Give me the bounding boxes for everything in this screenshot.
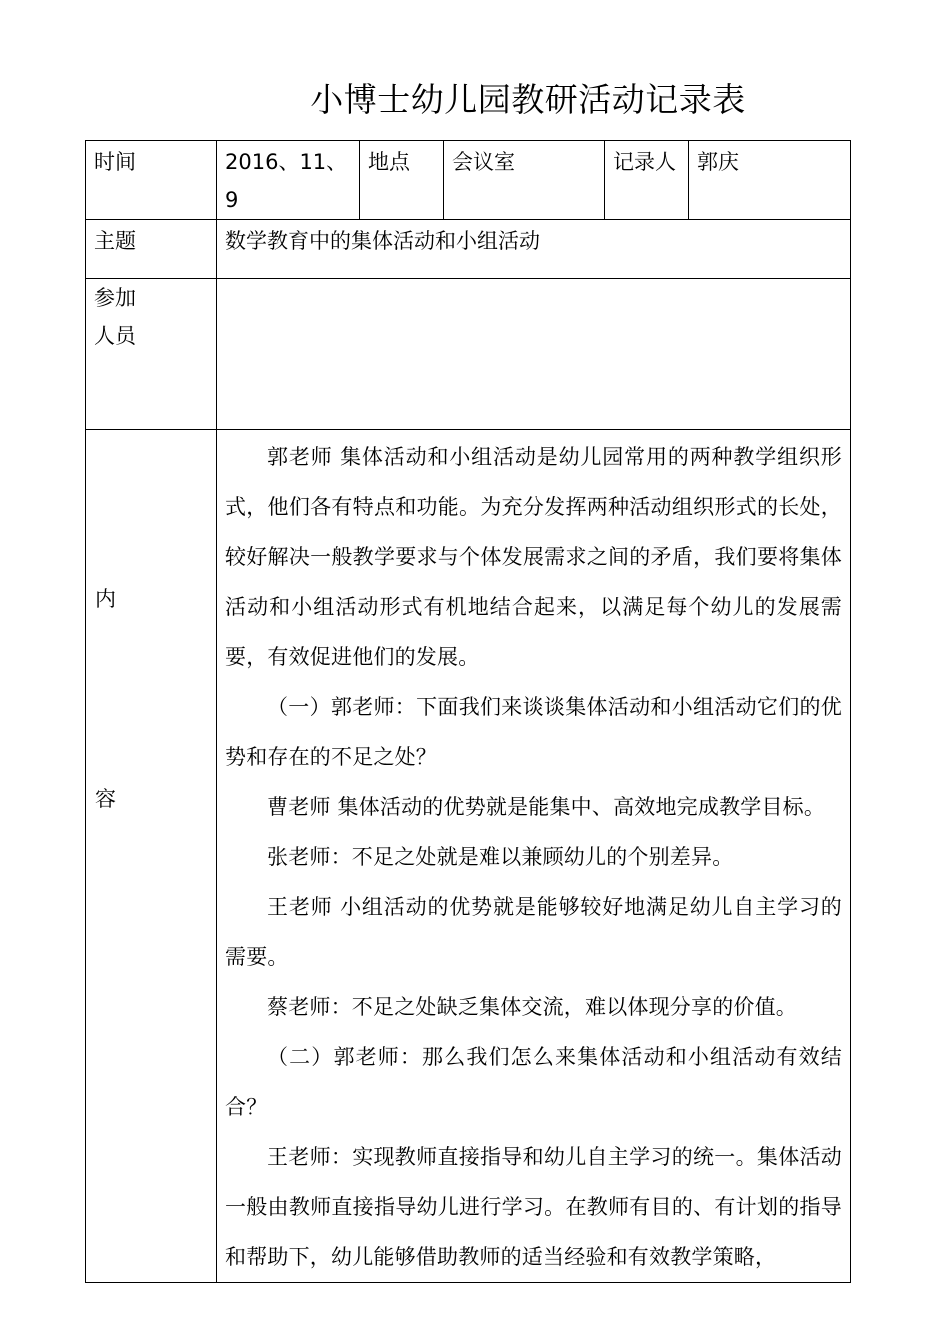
content-paragraph: （二）郭老师：那么我们怎么来集体活动和小组活动有效结合？ bbox=[225, 1045, 842, 1119]
content-paragraph: 曹老师 集体活动的优势就是能集中、高效地完成教学目标。 bbox=[267, 795, 826, 819]
content-label-char-1: 内 bbox=[95, 587, 116, 611]
content-paragraph: 王老师：实现教师直接指导和幼儿自主学习的统一。集体活动一般由教师直接指导幼儿进行学习。在教师有目的、有计划的指导和帮助下，幼儿能够借助教师的适当经验和有效教学策略， bbox=[225, 1145, 842, 1269]
recorder-label: 记录人 bbox=[605, 141, 689, 220]
time-value: 2016、11、9 bbox=[217, 141, 360, 220]
topic-value: 数学教育中的集体活动和小组活动 bbox=[217, 220, 851, 279]
participants-value bbox=[217, 279, 851, 430]
place-label: 地点 bbox=[360, 141, 444, 220]
content-paragraph: 王老师 小组活动的优势就是能够较好地满足幼儿自主学习的需要。 bbox=[225, 895, 842, 969]
content-label-char-2: 容 bbox=[95, 787, 116, 811]
content-paragraph: 蔡老师：不足之处缺乏集体交流，难以体现分享的价值。 bbox=[267, 995, 797, 1019]
header-row bbox=[86, 141, 851, 220]
topic-row bbox=[86, 220, 851, 279]
content-paragraph: （一）郭老师：下面我们来谈谈集体活动和小组活动它们的优势和存在的不足之处？ bbox=[225, 695, 842, 769]
participants-label-line-2: 人员 bbox=[94, 324, 136, 348]
content-label bbox=[86, 430, 217, 1283]
place-value: 会议室 bbox=[444, 141, 605, 220]
content-paragraph: 张老师：不足之处就是难以兼顾幼儿的个别差异。 bbox=[267, 845, 734, 869]
record-table bbox=[85, 140, 851, 1283]
content-paragraph: 郭老师 集体活动和小组活动是幼儿园常用的两种教学组织形式，他们各有特点和功能。为充分发挥两种活动组织形式的长处，较好解决一般教学要求与个体发展需求之间的矛盾，我们要将集体活动和小组活动形式有机地结合起来，以满足每个幼儿的发展需要，有效促进他们的发展。 bbox=[225, 445, 842, 669]
content-row bbox=[86, 430, 851, 1283]
participants-label-line-1: 参加 bbox=[94, 286, 136, 310]
participants-label bbox=[86, 279, 217, 430]
participants-row bbox=[86, 279, 851, 430]
time-label: 时间 bbox=[86, 141, 217, 220]
recorder-value: 郭庆 bbox=[689, 141, 851, 220]
topic-label: 主题 bbox=[86, 220, 217, 279]
content-body bbox=[217, 430, 851, 1283]
document-title: 小博士幼儿园教研活动记录表 bbox=[310, 80, 746, 119]
